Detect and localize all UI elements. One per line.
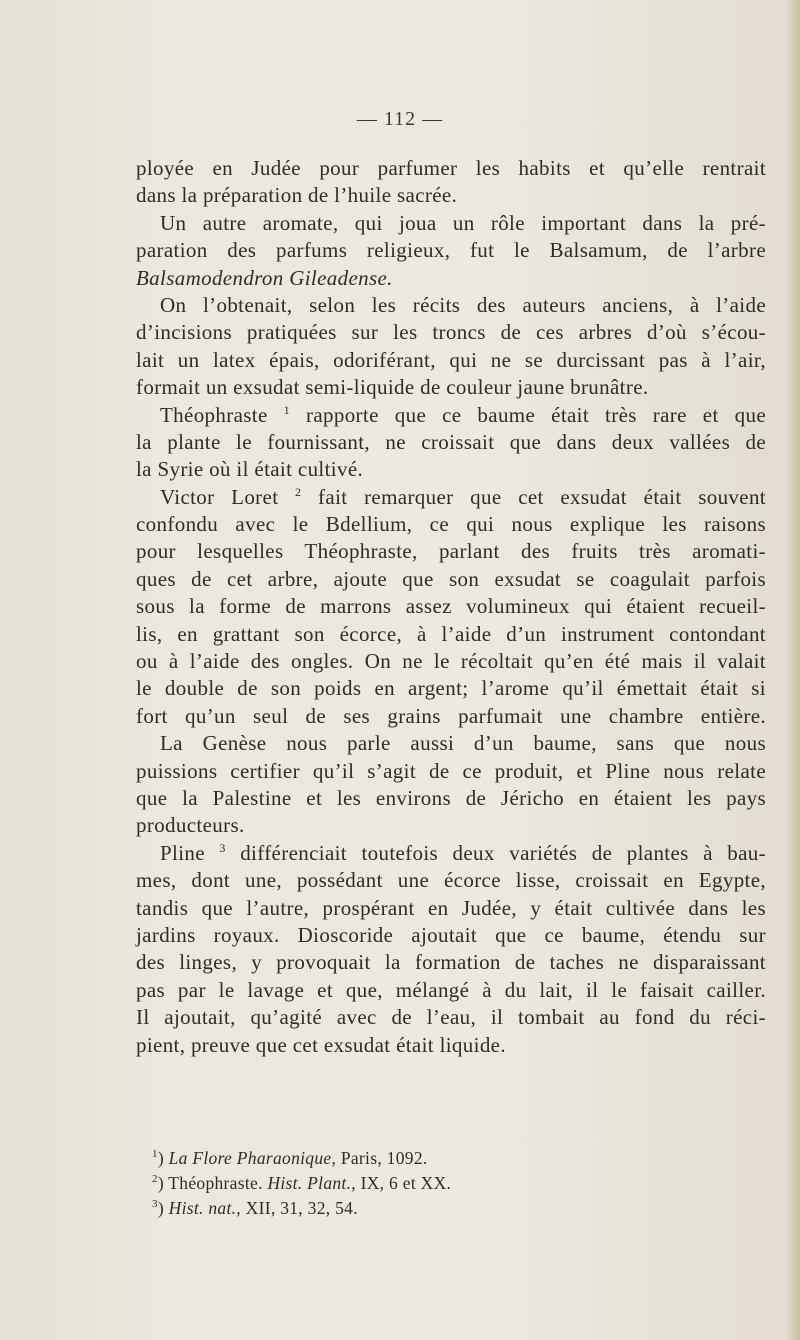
text-line (136, 319, 766, 346)
text-run: On l’obtenait, selon les récits des auteurs anciens, à l’aide (160, 292, 766, 317)
text-run: , IX, 6 et XX. (351, 1173, 452, 1193)
text-run: mes, dont une, possédant une écorce lisse, croissait en Egypte, (136, 868, 766, 893)
text-line (136, 429, 766, 456)
text-run: dans la préparation de l’huile sacrée. (136, 183, 458, 208)
text-run: la Syrie où il était cultivé. (136, 457, 364, 482)
text-run: rapporte que ce baume était très rare et que (290, 402, 766, 427)
footnote-ref: 3 (152, 1198, 158, 1210)
footnote-ref: 1 (283, 402, 290, 417)
text-run: Victor Loret (160, 484, 296, 509)
text-line (136, 1032, 766, 1059)
text-line (136, 566, 766, 593)
text-line (136, 648, 766, 675)
page-number: — 112 — (356, 108, 444, 130)
text-line (136, 1004, 766, 1031)
text-run: tandis que l’autre, prospérant en Judée, y était cultivée dans les (136, 895, 766, 920)
italic-text: Balsamodendron Gileadense. (136, 265, 393, 290)
text-run: lis, en grattant son écorce, à l’aide d’un instrument contondant (136, 621, 766, 646)
text-run: , XII, 31, 32, 54. (236, 1198, 358, 1218)
text-run: Théophraste (160, 402, 284, 427)
text-line (136, 538, 766, 565)
text-line (136, 812, 766, 839)
text-run: , Paris, 1092. (331, 1148, 428, 1168)
text-run: d’incisions pratiquées sur les troncs de ces arbres d’où s’écou- (136, 320, 766, 345)
text-run: ) Théophraste. (157, 1173, 268, 1193)
footnote (152, 1196, 652, 1221)
text-line (136, 347, 766, 374)
text-line (136, 292, 766, 319)
text-run: ques de cet arbre, ajoute que son exsudat se coagulait parfois (136, 566, 766, 591)
text-line (136, 621, 766, 648)
text-run: puissions certifier qu’il s’agit de ce produit, et Pline nous relate (136, 758, 766, 783)
text-line (136, 785, 766, 812)
text-line (136, 840, 766, 867)
text-line (136, 237, 766, 264)
text-run: pient, preuve que cet exsudat était liquide. (136, 1032, 506, 1057)
text-run: lait un latex épais, odoriférant, qui ne se durcissant pas à l’air, (136, 347, 766, 372)
text-run: ) (157, 1198, 169, 1218)
text-run: ou à l’aide des ongles. On ne le récoltait qu’en été mais il valait (136, 649, 766, 674)
text-run: formait un exsudat semi-liquide de couleur jaune brunâtre. (136, 375, 649, 400)
text-run: des linges, y provoquait la formation de taches ne disparaissant (136, 950, 766, 975)
footnote (152, 1146, 652, 1171)
text-line (136, 210, 766, 237)
footnote-ref: 2 (152, 1173, 158, 1185)
text-run: pour lesquelles Théophraste, parlant des fruits très aromati- (136, 539, 766, 564)
text-line (136, 511, 766, 538)
text-run: fort qu’un seul de ses grains parfumait une chambre entière. (136, 703, 766, 728)
text-line (136, 675, 766, 702)
text-run: La Genèse nous parle aussi d’un baume, sans que nous (160, 731, 766, 756)
body-text (136, 155, 766, 1059)
text-run: fait remarquer que cet exsudat était souvent (301, 484, 766, 509)
text-run: paration des parfums religieux, fut le Balsamum, de l’arbre (136, 238, 766, 263)
text-run: confondu avec le Bdellium, ce qui nous explique les raisons (136, 512, 766, 537)
text-line (136, 593, 766, 620)
text-run: pas par le lavage et que, mélangé à du lait, il le faisait cailler. (136, 977, 766, 1002)
text-run: jardins royaux. Dioscoride ajoutait que ce baume, étendu sur (136, 922, 766, 947)
italic-text: Hist. Plant. (267, 1173, 352, 1193)
text-line (136, 867, 766, 894)
text-line (136, 922, 766, 949)
text-run: producteurs. (136, 813, 245, 838)
text-line (136, 265, 766, 292)
text-line (136, 456, 766, 483)
italic-text: La Flore Pharaonique (168, 1148, 332, 1168)
text-run: sous la forme de marrons assez volumineux qui étaient recueil- (136, 594, 766, 619)
text-line (136, 402, 766, 429)
text-line (136, 895, 766, 922)
text-line (136, 758, 766, 785)
footnote (152, 1171, 652, 1196)
footnote-ref: 3 (219, 840, 226, 855)
text-line (136, 484, 766, 511)
text-line (136, 949, 766, 976)
text-run: Un autre aromate, qui joua un rôle important dans la pré- (160, 210, 766, 235)
footnote-ref: 2 (295, 484, 302, 499)
text-line (136, 730, 766, 757)
text-run: que la Palestine et les environs de Jéricho en étaient les pays (136, 785, 766, 810)
text-run: ) (157, 1148, 169, 1168)
text-run: Il ajoutait, qu’agité avec de l’eau, il tombait au fond du réci- (136, 1005, 766, 1030)
text-run: la plante le fournissant, ne croissait que dans deux vallées de (136, 429, 766, 454)
footnote-ref: 1 (152, 1148, 158, 1160)
text-line (136, 155, 766, 182)
text-run: le double de son poids en argent; l’arome qu’il émettait était si (136, 676, 766, 701)
footnotes (152, 1146, 652, 1221)
text-line (136, 182, 766, 209)
text-line (136, 703, 766, 730)
italic-text: Hist. nat. (168, 1198, 237, 1218)
page-edge-shadow (784, 0, 800, 1340)
text-run: différenciait toutefois deux variétés de plantes à bau- (225, 840, 766, 865)
text-run: ployée en Judée pour parfumer les habits et qu’elle rentrait (136, 156, 766, 180)
text-line (136, 977, 766, 1004)
text-line (136, 374, 766, 401)
text-run: Pline (160, 840, 220, 865)
